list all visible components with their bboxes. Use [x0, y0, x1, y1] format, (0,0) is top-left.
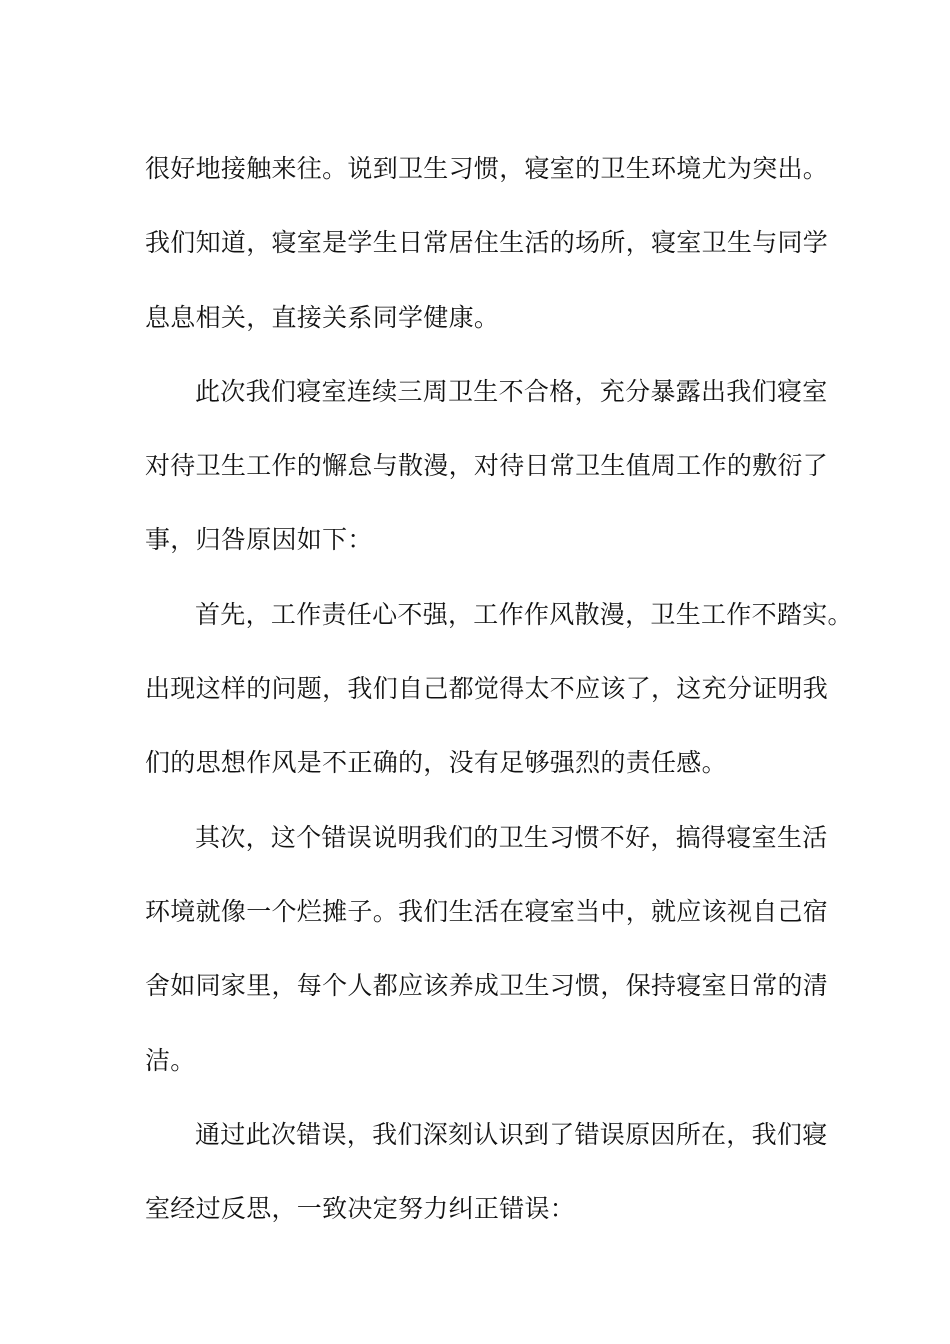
text-line: 我们知道，寝室是学生日常居住生活的场所，寝室卫生与同学 — [145, 228, 829, 258]
text-line: 对待卫生工作的懈怠与散漫，对待日常卫生值周工作的敷衍了 — [145, 451, 829, 481]
text-line: 很好地接触来往。说到卫生习惯，寝室的卫生环境尤为突出。 — [145, 154, 829, 183]
paragraph-first-line: 其次，这个错误说明我们的卫生习惯不好，搞得寝室生活 — [195, 822, 828, 852]
paragraph-first-line: 此次我们寝室连续三周卫生不合格，充分暴露出我们寝室 — [195, 376, 828, 406]
text-line: 舍如同家里，每个人都应该养成卫生习惯，保持寝室日常的清 — [145, 971, 829, 1001]
text-line: 环境就像一个烂摊子。我们生活在寝室当中，就应该视自己宿 — [145, 896, 829, 926]
paragraph-first-line: 首先，工作责任心不强，工作作风散漫，卫生工作不踏实。 — [195, 599, 853, 629]
text-line: 出现这样的问题，我们自己都觉得太不应该了，这充分证明我 — [145, 674, 829, 704]
text-line: 息息相关，直接关系同学健康。 — [145, 302, 500, 332]
text-line: 们的思想作风是不正确的，没有足够强烈的责任感。 — [145, 748, 727, 778]
text-line: 事，归咎原因如下： — [145, 525, 373, 555]
text-line: 室经过反思，一致决定努力纠正错误： — [145, 1194, 576, 1224]
paragraph-first-line: 通过此次错误，我们深刻认识到了错误原因所在，我们寝 — [195, 1119, 828, 1149]
text-line: 洁。 — [145, 1045, 196, 1075]
body-text — [145, 132, 853, 1246]
